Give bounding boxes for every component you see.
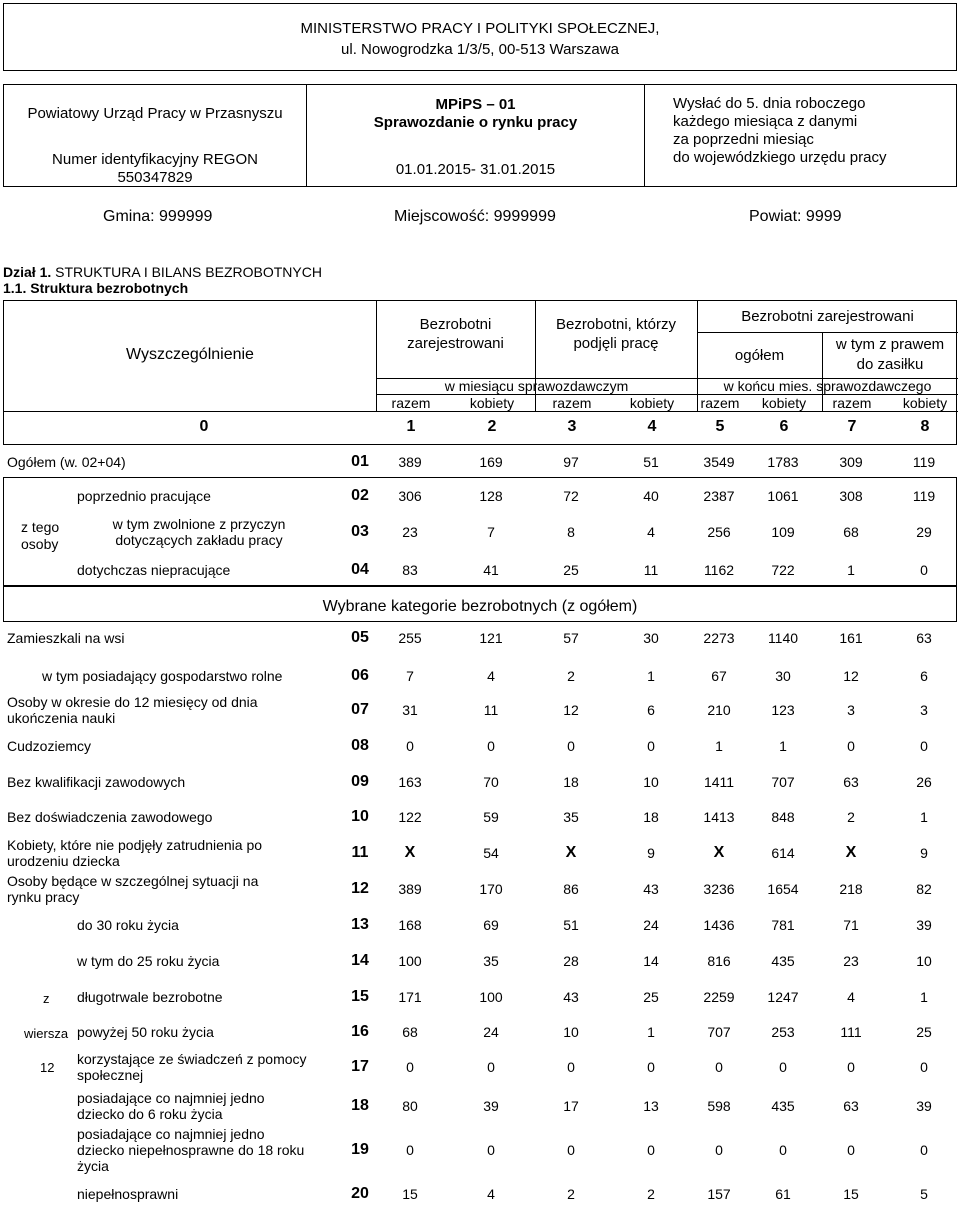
table-cell: 161: [839, 630, 863, 646]
send-line-2: każdego miesiąca z danymi: [673, 113, 858, 130]
table-cell: 1413: [703, 809, 735, 825]
table-cell: 63: [843, 1098, 859, 1114]
row-code: 09: [351, 773, 369, 790]
table-cell: 0: [647, 1059, 655, 1075]
table-cell: 2: [647, 1186, 655, 1202]
table-cell: 1654: [767, 881, 799, 897]
table-cell: 3236: [703, 881, 735, 897]
powiat: Powiat: 9999: [749, 208, 842, 225]
table-cell: 781: [771, 917, 795, 933]
of-which-label-2: osoby: [21, 536, 59, 552]
table-cell: 6: [647, 702, 655, 718]
sub-column-header: razem: [552, 395, 592, 411]
table-cell: 11: [643, 562, 659, 578]
from-row-label-3: 12: [40, 1060, 55, 1075]
table-cell: 15: [402, 1186, 418, 1202]
table-cell: 31: [402, 702, 418, 718]
table-cell: 43: [643, 881, 659, 897]
section-name: STRUKTURA I BILANS BEZROBOTNYCH: [51, 264, 322, 280]
table-cell: 170: [479, 881, 503, 897]
table-cell: 435: [771, 1098, 795, 1114]
table-cell: 1411: [703, 774, 735, 790]
row-code: 17: [351, 1058, 369, 1075]
send-line-3: za poprzedni miesiąc: [673, 131, 814, 148]
table-cell: 389: [398, 881, 422, 897]
allowance-header-1: w tym z prawem: [835, 336, 945, 353]
row-label: korzystające ze świadczeń z pomocy: [77, 1051, 307, 1067]
table-cell: 123: [771, 702, 795, 718]
column-number: 0: [199, 418, 209, 435]
table-cell: 24: [643, 917, 659, 933]
report-period: 01.01.2015- 31.01.2015: [395, 161, 556, 178]
table-cell: 70: [483, 774, 499, 790]
table-cell: 57: [563, 630, 579, 646]
send-column: [645, 85, 956, 186]
table-cell: 13: [643, 1098, 659, 1114]
table-cell: 614: [771, 845, 795, 861]
column-number: 6: [779, 418, 789, 435]
report-info-box: [3, 84, 957, 187]
in-month-header: w miesiącu sprawozdawczym: [444, 378, 629, 394]
table-cell: 11: [483, 702, 499, 718]
table-cell: 7: [487, 524, 495, 540]
sub-column-header: kobiety: [761, 395, 807, 411]
selected-categories-box: [3, 586, 957, 622]
row-code: 19: [351, 1141, 369, 1158]
of-which-label-1: z tego: [21, 519, 60, 535]
table-cell: 1: [847, 562, 855, 578]
table-cell: 61: [775, 1186, 791, 1202]
ministry-header: [3, 3, 957, 71]
table-cell: 68: [402, 1024, 418, 1040]
row-code: 01: [351, 453, 369, 470]
table-cell: 0: [920, 562, 928, 578]
table-cell: 3549: [703, 454, 735, 470]
row-code: 04: [351, 561, 369, 578]
table-cell: 82: [916, 881, 932, 897]
table-cell: 308: [839, 488, 863, 504]
table-cell: 848: [771, 809, 795, 825]
row-code: 13: [351, 916, 369, 933]
office-name: Powiatowy Urząd Pracy w Przasnyszu: [27, 105, 283, 122]
miejscowosc: Miejscowość: 9999999: [394, 208, 556, 225]
table-cell: 12: [843, 668, 859, 684]
row-label: Kobiety, które nie podjęły zatrudnienia po: [7, 837, 263, 853]
row-code: 11: [351, 844, 369, 861]
row-code: 05: [351, 629, 369, 646]
row-label: niepełnosprawni: [77, 1186, 179, 1202]
from-row-label-1: z: [43, 991, 50, 1006]
table-cell: 69: [483, 917, 499, 933]
sub-column-header: kobiety: [902, 395, 948, 411]
table-cell: 51: [563, 917, 579, 933]
row-code: 10: [351, 808, 369, 825]
table-cell: 40: [643, 488, 659, 504]
table-cell: 3: [847, 702, 855, 718]
column-number: 1: [406, 418, 416, 435]
row-label: w tym zwolnione z przyczyn: [112, 516, 286, 532]
table-cell: 35: [483, 953, 499, 969]
row-label: w tym do 25 roku życia: [77, 953, 220, 969]
from-row-label-2: wiersza: [24, 1026, 69, 1041]
table-cell: X: [565, 844, 577, 861]
table-cell: 10: [643, 774, 659, 790]
table-cell: 0: [715, 1059, 723, 1075]
table-cell: 0: [920, 1142, 928, 1158]
column-number: 5: [715, 418, 725, 435]
table-cell: 2: [847, 809, 855, 825]
table-cell: 7: [406, 668, 414, 684]
section-title: [3, 264, 322, 280]
table-cell: 100: [398, 953, 422, 969]
table-cell: 12: [563, 702, 579, 718]
table-cell: 256: [707, 524, 731, 540]
table-cell: 4: [487, 1186, 495, 1202]
table-cell: 4: [847, 989, 855, 1005]
row-label: do 30 roku życia: [77, 917, 179, 933]
send-line-4: do wojewódzkiego urzędu pracy: [673, 149, 887, 166]
selected-categories-label: Wybrane kategorie bezrobotnych (z ogółem): [322, 598, 638, 615]
form-code: MPiPS – 01: [435, 96, 516, 113]
row-code: 15: [351, 988, 369, 1005]
row-label: długotrwale bezrobotne: [77, 989, 223, 1005]
regon-number: 550347829: [117, 169, 193, 186]
column-number: 2: [487, 418, 497, 435]
row-code: 18: [351, 1097, 369, 1114]
table-cell: 23: [843, 953, 859, 969]
table-cell: 43: [563, 989, 579, 1005]
table-cell: 97: [563, 454, 579, 470]
table-cell: 0: [847, 738, 855, 754]
table-cell: 171: [398, 989, 422, 1005]
table-cell: 25: [643, 989, 659, 1005]
table-cell: 25: [563, 562, 579, 578]
table-cell: 0: [406, 738, 414, 754]
table-cell: 598: [707, 1098, 731, 1114]
table-cell: 1436: [703, 917, 735, 933]
table-cell: 1247: [767, 989, 799, 1005]
table-cell: 8: [567, 524, 575, 540]
row-label: Osoby będące w szczególnej sytuacji na: [7, 873, 259, 889]
total-header: ogółem: [734, 347, 785, 364]
table-cell: 80: [402, 1098, 418, 1114]
row-label: Bez kwalifikacji zawodowych: [7, 774, 186, 790]
row-code: 16: [351, 1023, 369, 1040]
table-cell: 0: [847, 1142, 855, 1158]
table-cell: 100: [479, 989, 503, 1005]
row-label: ukończenia nauki: [7, 710, 116, 726]
row-label: dotyczących zakładu pracy: [115, 532, 283, 548]
table-cell: 169: [479, 454, 503, 470]
table-cell: 0: [779, 1142, 787, 1158]
registered-header-1: Bezrobotni: [419, 316, 492, 333]
table-cell: 210: [707, 702, 731, 718]
row-label: posiadające co najmniej jedno: [77, 1090, 265, 1106]
table-cell: 0: [647, 1142, 655, 1158]
table-cell: X: [845, 844, 857, 861]
table-cell: 707: [771, 774, 795, 790]
table-cell: 1162: [703, 562, 735, 578]
table-cell: 63: [916, 630, 932, 646]
table-cell: 25: [916, 1024, 932, 1040]
ministry-name: MINISTERSTWO PRACY I POLITYKI SPOŁECZNEJ,: [300, 20, 660, 37]
row-label: Osoby w okresie do 12 miesięcy od dnia: [7, 694, 258, 710]
table-cell: 119: [912, 488, 936, 504]
took-work-header-2: podjęli pracę: [573, 335, 659, 352]
table-cell: 30: [775, 668, 791, 684]
table-cell: 0: [779, 1059, 787, 1075]
row-label: społecznej: [77, 1067, 144, 1083]
table-cell: 63: [843, 774, 859, 790]
table-cell: 707: [707, 1024, 731, 1040]
table-cell: 72: [563, 488, 579, 504]
table-cell: 18: [563, 774, 579, 790]
row-label: Bez doświadczenia zawodowego: [7, 809, 213, 825]
table-cell: 0: [715, 1142, 723, 1158]
table-cell: 2: [567, 1186, 575, 1202]
table-cell: 18: [643, 809, 659, 825]
end-month-header: w końcu mies. sprawozdawczego: [723, 378, 932, 394]
row-label: dotychczas niepracujące: [77, 562, 231, 578]
row-label: dziecko niepełnosprawne do 18 roku: [77, 1142, 305, 1158]
table-cell: 17: [563, 1098, 579, 1114]
table-cell: 168: [398, 917, 422, 933]
table-cell: 28: [563, 953, 579, 969]
table-cell: 121: [479, 630, 503, 646]
allowance-header-2: do zasiłku: [856, 356, 924, 373]
sub-column-header: razem: [832, 395, 872, 411]
table-cell: 59: [483, 809, 499, 825]
row-label: Ogółem (w. 02+04): [7, 454, 126, 470]
table-cell: 1140: [767, 630, 799, 646]
table-cell: 435: [771, 953, 795, 969]
table-cell: X: [404, 844, 416, 861]
table-cell: 41: [483, 562, 499, 578]
send-line-1: Wysłać do 5. dnia roboczego: [673, 95, 866, 112]
table-cell: 29: [916, 524, 932, 540]
table-cell: 157: [707, 1186, 731, 1202]
table-cell: 24: [483, 1024, 499, 1040]
form-title: Sprawozdanie o rynku pracy: [373, 114, 578, 131]
table-cell: 2387: [703, 488, 735, 504]
row-label: powyżej 50 roku życia: [77, 1024, 214, 1040]
row-code: 12: [351, 880, 369, 897]
table-cell: 2: [567, 668, 575, 684]
registered-header-2: zarejestrowani: [407, 335, 504, 352]
regon-label: Numer identyfikacyjny REGON: [52, 151, 258, 168]
row-label: poprzednio pracujące: [77, 488, 211, 504]
table-cell: 2273: [703, 630, 735, 646]
table-cell: 389: [398, 454, 422, 470]
table-cell: 0: [920, 1059, 928, 1075]
table-cell: 309: [839, 454, 863, 470]
row-code: 20: [351, 1185, 369, 1202]
table-header: [3, 300, 957, 445]
column-number: 8: [920, 418, 930, 435]
row-code: 02: [351, 487, 369, 504]
row-code: 03: [351, 523, 369, 540]
table-cell: 128: [479, 488, 503, 504]
table-cell: 1: [647, 668, 655, 684]
subsection-title: 1.1. Struktura bezrobotnych: [3, 280, 189, 296]
table-cell: 83: [402, 562, 418, 578]
form-column: [307, 85, 645, 186]
table-cell: 0: [487, 1059, 495, 1075]
table-cell: 86: [563, 881, 579, 897]
registered-end-header: Bezrobotni zarejestrowani: [741, 308, 914, 325]
table-cell: 10: [563, 1024, 579, 1040]
table-cell: 816: [707, 953, 731, 969]
row-label: posiadające co najmniej jedno: [77, 1126, 265, 1142]
table-cell: 1: [920, 989, 928, 1005]
table-cell: 122: [398, 809, 422, 825]
table-cell: 71: [843, 917, 859, 933]
table-cell: 9: [647, 845, 655, 861]
table-cell: 0: [567, 738, 575, 754]
table-cell: 163: [398, 774, 422, 790]
table-cell: 0: [647, 738, 655, 754]
column-number: 7: [847, 418, 857, 435]
table-cell: 4: [487, 668, 495, 684]
table-cell: 51: [643, 454, 659, 470]
table-cell: 1: [647, 1024, 655, 1040]
row-label: urodzeniu dziecka: [7, 853, 120, 869]
table-cell: 218: [839, 881, 863, 897]
row-code: 07: [351, 701, 369, 718]
table-cell: 68: [843, 524, 859, 540]
table-cell: 111: [840, 1024, 862, 1040]
sub-column-header: razem: [391, 395, 431, 411]
table-cell: 722: [771, 562, 795, 578]
row-label: w tym posiadający gospodarstwo rolne: [42, 668, 283, 684]
table-cell: 39: [483, 1098, 499, 1114]
table-cell: X: [713, 844, 725, 861]
row-label: rynku pracy: [7, 889, 80, 905]
table-cell: 0: [406, 1059, 414, 1075]
table-cell: 39: [916, 1098, 932, 1114]
column-number: 3: [567, 418, 577, 435]
table-cell: 119: [912, 454, 936, 470]
table-cell: 39: [916, 917, 932, 933]
column-number: 4: [647, 418, 657, 435]
table-cell: 67: [711, 668, 727, 684]
took-work-header-1: Bezrobotni, którzy: [555, 316, 677, 333]
row-label: Zamieszkali na wsi: [7, 630, 125, 646]
table-cell: 2259: [703, 989, 735, 1005]
table-cell: 0: [487, 738, 495, 754]
table-cell: 1783: [767, 454, 799, 470]
row-label: życia: [77, 1158, 109, 1174]
row-code: 06: [351, 667, 369, 684]
table-cell: 1: [779, 738, 787, 754]
table-cell: 3: [920, 702, 928, 718]
table-cell: 54: [483, 845, 499, 861]
table-cell: 1: [920, 809, 928, 825]
table-cell: 15: [843, 1186, 859, 1202]
gmina: Gmina: 999999: [103, 208, 213, 225]
table-cell: 26: [916, 774, 932, 790]
table-cell: 0: [567, 1142, 575, 1158]
sub-column-header: kobiety: [469, 395, 515, 411]
table-cell: 306: [398, 488, 422, 504]
table-cell: 35: [563, 809, 579, 825]
sub-column-header: razem: [700, 395, 740, 411]
sub-column-header: kobiety: [629, 395, 675, 411]
table-cell: 0: [847, 1059, 855, 1075]
table-cell: 5: [920, 1186, 928, 1202]
row-code: 08: [351, 737, 369, 754]
row-label: dziecko do 6 roku życia: [77, 1106, 223, 1122]
row-code: 14: [351, 952, 369, 969]
table-cell: 109: [771, 524, 795, 540]
table-cell: 0: [567, 1059, 575, 1075]
table-cell: 30: [643, 630, 659, 646]
table-cell: 10: [916, 953, 932, 969]
table-cell: 0: [406, 1142, 414, 1158]
table-cell: 4: [647, 524, 655, 540]
section-number: Dział 1.: [3, 264, 52, 280]
ministry-address: ul. Nowogrodzka 1/3/5, 00-513 Warszawa: [341, 41, 619, 58]
row-label: Cudzoziemcy: [7, 738, 92, 754]
table-cell: 14: [643, 953, 659, 969]
spec-header: Wyszczególnienie: [126, 346, 254, 363]
table-cell: 9: [920, 845, 928, 861]
table-cell: 255: [398, 630, 422, 646]
table-cell: 6: [920, 668, 928, 684]
table-cell: 253: [771, 1024, 795, 1040]
table-cell: 1: [715, 738, 723, 754]
table-cell: 0: [487, 1142, 495, 1158]
table-cell: 0: [920, 738, 928, 754]
table-cell: 1061: [767, 488, 799, 504]
table-cell: 23: [402, 524, 418, 540]
office-column: [4, 85, 307, 186]
